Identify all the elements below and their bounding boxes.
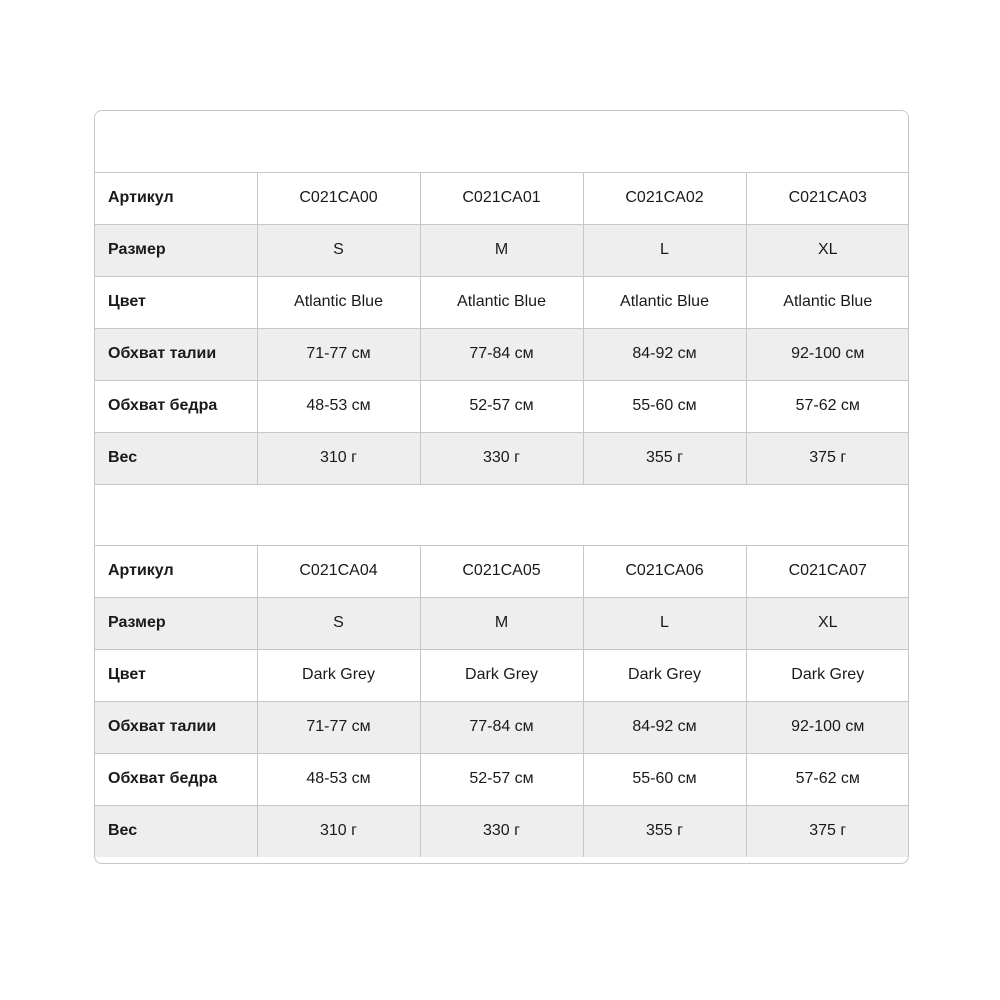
table-cell: 310 г [257, 805, 420, 857]
table-cell: Atlantic Blue [746, 276, 909, 328]
table-cell: M [420, 224, 583, 276]
table-cell: L [583, 597, 746, 649]
table-cell: C021CA06 [583, 545, 746, 597]
table-cell: C021CA00 [257, 172, 420, 224]
table-cell: C021CA02 [583, 172, 746, 224]
row-label: Вес [95, 432, 257, 484]
row-label: Обхват бедра [95, 753, 257, 805]
table-cell: S [257, 224, 420, 276]
table-cell: 375 г [746, 432, 909, 484]
table-cell: XL [746, 224, 909, 276]
row-label: Артикул [95, 172, 257, 224]
table-row [95, 380, 909, 432]
table-cell: C021CA03 [746, 172, 909, 224]
table-cell: 77-84 см [420, 328, 583, 380]
table-cell: Dark Grey [420, 649, 583, 701]
table-cell: Atlantic Blue [257, 276, 420, 328]
table-cell: 52-57 см [420, 753, 583, 805]
table-cell: 330 г [420, 805, 583, 857]
table-cell: 330 г [420, 432, 583, 484]
group-header-cell [95, 111, 909, 172]
table-cell: 48-53 см [257, 380, 420, 432]
table-cell: M [420, 597, 583, 649]
group-header-row [95, 111, 909, 172]
group-header-row [95, 484, 909, 545]
row-label: Обхват талии [95, 328, 257, 380]
table-row [95, 649, 909, 701]
table-cell: C021CA04 [257, 545, 420, 597]
table-cell: 48-53 см [257, 753, 420, 805]
group-header-cell [95, 484, 909, 545]
table-cell: 310 г [257, 432, 420, 484]
table-row [95, 276, 909, 328]
table-row [95, 753, 909, 805]
table-cell: S [257, 597, 420, 649]
row-label: Артикул [95, 545, 257, 597]
table-cell: Dark Grey [583, 649, 746, 701]
table-cell: 375 г [746, 805, 909, 857]
table-cell: Atlantic Blue [420, 276, 583, 328]
table-cell: 84-92 см [583, 701, 746, 753]
table-cell: 52-57 см [420, 380, 583, 432]
row-label: Вес [95, 805, 257, 857]
table-cell: 71-77 см [257, 701, 420, 753]
table-cell: Dark Grey [746, 649, 909, 701]
table-row [95, 224, 909, 276]
row-label: Размер [95, 224, 257, 276]
table-cell: 92-100 см [746, 328, 909, 380]
table-row [95, 432, 909, 484]
table-cell: 55-60 см [583, 753, 746, 805]
table-cell: 77-84 см [420, 701, 583, 753]
row-label: Обхват талии [95, 701, 257, 753]
table-row [95, 597, 909, 649]
table-cell: 355 г [583, 432, 746, 484]
table-cell: Atlantic Blue [583, 276, 746, 328]
row-label: Размер [95, 597, 257, 649]
table-cell: 84-92 см [583, 328, 746, 380]
row-label: Обхват бедра [95, 380, 257, 432]
table-cell: C021CA05 [420, 545, 583, 597]
table-cell: 57-62 см [746, 753, 909, 805]
table-cell: C021CA01 [420, 172, 583, 224]
table-cell: 92-100 см [746, 701, 909, 753]
row-label: Цвет [95, 276, 257, 328]
table-row [95, 545, 909, 597]
table-cell: L [583, 224, 746, 276]
table-cell: C021CA07 [746, 545, 909, 597]
table-row [95, 701, 909, 753]
table-row [95, 328, 909, 380]
table-cell: 55-60 см [583, 380, 746, 432]
table-row [95, 805, 909, 857]
table-cell: 57-62 см [746, 380, 909, 432]
row-label: Цвет [95, 649, 257, 701]
size-chart-table [95, 111, 909, 857]
table-cell: XL [746, 597, 909, 649]
table-row [95, 172, 909, 224]
table-cell: 71-77 см [257, 328, 420, 380]
table-cell: 355 г [583, 805, 746, 857]
size-chart-table-container [94, 110, 909, 864]
table-cell: Dark Grey [257, 649, 420, 701]
